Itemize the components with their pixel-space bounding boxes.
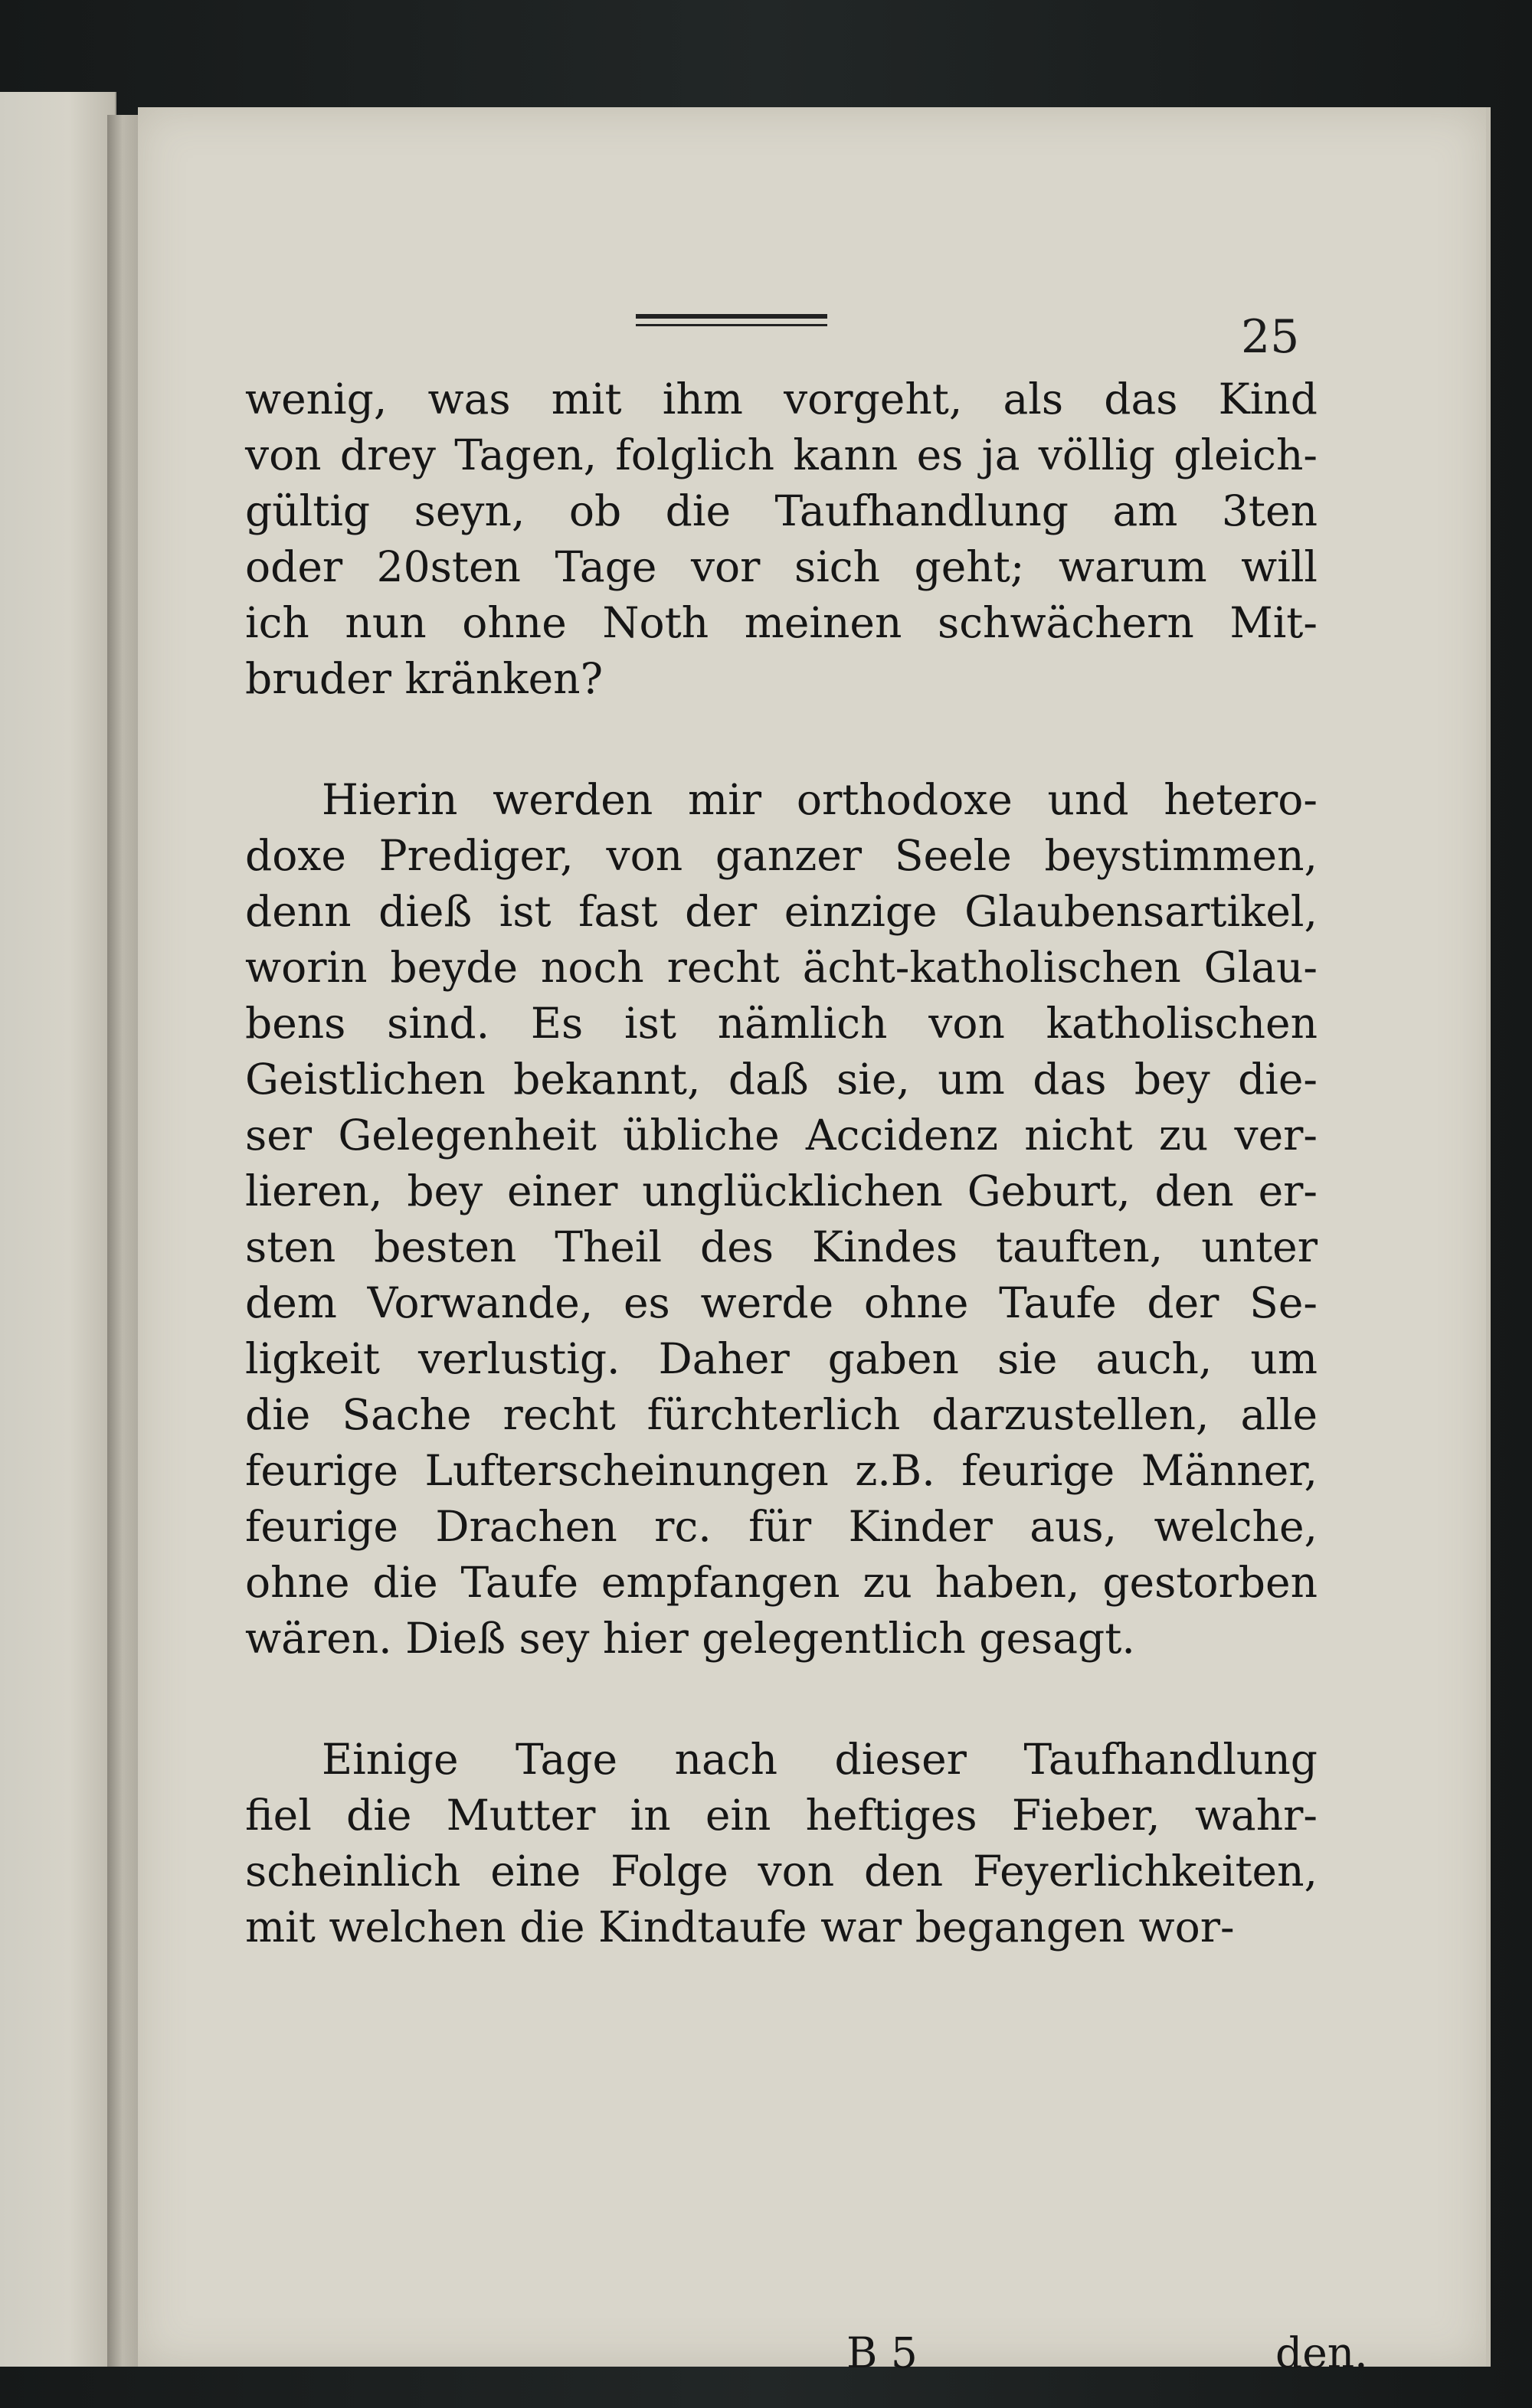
text-line: von drey Tagen, folglich kann es ja völlig gleich- [245, 430, 1318, 479]
text-line: wenig, was mit ihm vorgeht, als das Kind [245, 375, 1318, 424]
paragraph-gap [245, 1667, 1318, 1732]
book-page [138, 107, 1491, 2367]
text-line: Einige Tage nach dieser Taufhandlung [322, 1735, 1318, 1784]
text-line: feurige Lufterscheinungen z.B. feurige Männer, [245, 1446, 1318, 1495]
text-line: oder 20sten Tage vor sich geht; warum will [245, 542, 1318, 591]
paragraph-gap [245, 707, 1318, 772]
text-line: bruder kränken? [245, 654, 604, 703]
catchword: den. [1275, 2328, 1368, 2377]
text-line: worin beyde noch recht ächt-katholischen Glau- [245, 943, 1318, 992]
facing-page-edge [0, 92, 116, 2367]
text-line: doxe Prediger, von ganzer Seele beystimmen, [245, 831, 1318, 880]
text-line: scheinlich eine Folge von den Feyerlichkeiten, [245, 1847, 1318, 1896]
page-text [245, 371, 1318, 1955]
text-line: fiel die Mutter in ein heftiges Fieber, wahr- [245, 1791, 1318, 1840]
text-line: wären. Dieß sey hier gelegentlich gesagt. [245, 1614, 1135, 1663]
paragraph [245, 371, 1318, 707]
text-line: Geistlichen bekannt, daß sie, um das bey die- [245, 1055, 1318, 1104]
text-line: die Sache recht fürchterlich darzustellen, alle [245, 1390, 1318, 1439]
text-line: Hierin werden mir orthodoxe und hetero- [322, 775, 1318, 824]
text-line: ligkeit verlustig. Daher gaben sie auch, um [245, 1334, 1318, 1383]
printer-signature: B 5 [846, 2328, 918, 2377]
text-line: denn dieß ist fast der einzige Glaubensartikel, [245, 887, 1318, 936]
paragraph [245, 1732, 1318, 1955]
text-line: ohne die Taufe empfangen zu haben, gestorben [245, 1558, 1318, 1607]
paragraph [245, 772, 1318, 1667]
page-number: 25 [1241, 310, 1300, 364]
text-line: sten besten Theil des Kindes tauften, unter [245, 1222, 1318, 1271]
text-line: ser Gelegenheit übliche Accidenz nicht zu ver- [245, 1111, 1318, 1160]
text-line: lieren, bey einer unglücklichen Geburt, den er- [245, 1166, 1318, 1215]
text-line: ich nun ohne Noth meinen schwächern Mit- [245, 598, 1318, 647]
text-line: mit welchen die Kindtaufe war begangen wor- [245, 1903, 1235, 1952]
text-line: dem Vorwande, es werde ohne Taufe der Se- [245, 1278, 1318, 1327]
text-line: feurige Drachen rc. für Kinder aus, welche, [245, 1502, 1318, 1551]
text-line: gültig seyn, ob die Taufhandlung am 3ten [245, 486, 1318, 535]
text-line: bens sind. Es ist nämlich von katholischen [245, 999, 1318, 1048]
header-rule [636, 314, 827, 326]
